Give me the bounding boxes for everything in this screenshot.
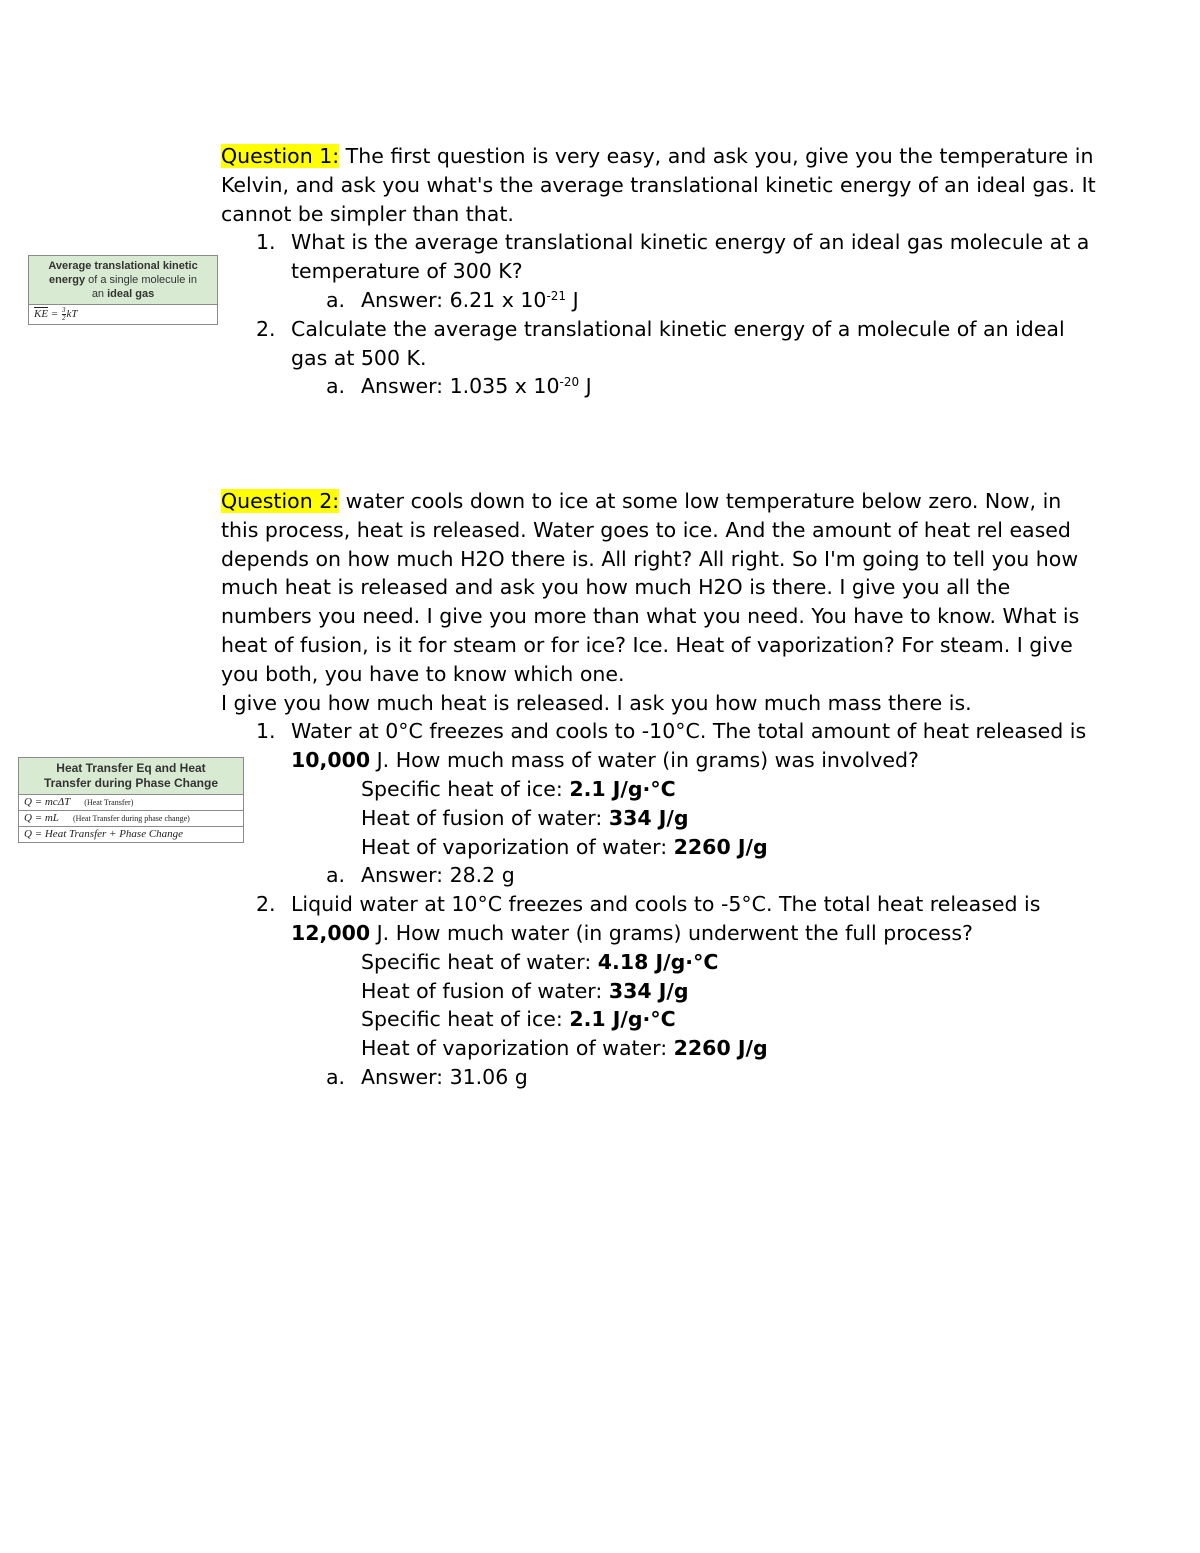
heat-card-row	[19, 826, 243, 842]
given-value	[221, 833, 1081, 862]
list-number: 1.	[256, 230, 276, 255]
heat-transfer-formula-card	[18, 757, 244, 843]
kinetic-card-title-rest: of a single molecule in	[85, 274, 197, 286]
heat-card-title-line2: Transfer during Phase Change	[43, 776, 219, 790]
item-text: Water at 0°C freezes and cools to -10°C. The total amount of heat released is	[291, 719, 1087, 744]
answer-marker: a.	[326, 374, 346, 399]
item-text: Liquid water at 10°C freezes and cools to -5°C. The total heat released is	[291, 892, 1041, 917]
kinetic-energy-formula-card	[28, 255, 218, 325]
item-text-continued	[221, 746, 1081, 775]
kinetic-formula-fraction	[62, 307, 66, 322]
question-1-intro-text: The first question is very easy, and ask you, give you the temperature in	[339, 144, 1094, 168]
item-text-continued: temperature of 300 K?	[291, 259, 523, 284]
question-1-intro-line: Kelvin, and ask you what's the average translational kinetic energy of an ideal gas. It	[221, 172, 1096, 197]
question-2-intro-line	[221, 487, 1081, 516]
item-text-continued	[221, 919, 1081, 948]
heat-formula-note: (Heat Transfer during phase change)	[72, 814, 190, 823]
question-2-label: Question 2:	[221, 489, 340, 513]
kinetic-card-formula	[29, 305, 217, 324]
answer-text: Answer: 28.2 g	[361, 863, 515, 888]
answer-exponent: -21	[546, 288, 567, 303]
given-value	[221, 977, 1081, 1006]
given-label: Specific heat of ice:	[361, 776, 570, 801]
question-2-intro-text: water cools down to ice at some low temperature below zero. Now, in	[339, 489, 1062, 513]
list-number: 2.	[256, 892, 276, 917]
kinetic-frac-den: 2	[62, 313, 66, 322]
kinetic-formula-mid: =	[48, 308, 61, 320]
question-2-intro-line: numbers you need. I give you more than what you need. You have to know. What is	[221, 604, 1080, 629]
given-label: Heat of fusion of water:	[361, 805, 609, 830]
heat-formula: Q = mcΔT	[24, 796, 71, 808]
given-label: Specific heat of water:	[361, 949, 598, 974]
given-value	[221, 948, 1081, 977]
kinetic-frac-num: 3	[62, 305, 66, 314]
kinetic-card-title-bold-1: Average translational kinetic	[48, 260, 198, 272]
answer-exponent: -20	[559, 375, 580, 390]
list-item	[221, 315, 1081, 344]
given-amount: 334 J/g	[608, 978, 689, 1003]
given-label: Heat of fusion of water:	[361, 978, 609, 1003]
question-1-intro-line: cannot be simpler than that.	[221, 201, 514, 226]
heat-amount: 12,000	[291, 920, 371, 945]
question-2-section	[221, 487, 1087, 1092]
question-1-section	[221, 142, 1096, 401]
answer-line	[221, 372, 1081, 401]
question-2-intro-line: you both, you have to know which one.	[221, 661, 625, 686]
question-2-intro-line: much heat is released and ask you how much H2O is there. I give you all the	[221, 575, 1011, 600]
kinetic-formula-rhs: kT	[66, 308, 78, 320]
given-value	[221, 775, 1081, 804]
heat-formula: Q = mL	[24, 812, 59, 824]
item-text: Calculate the average translational kinetic energy of a molecule of an ideal	[291, 316, 1065, 341]
question-2-intro-line: this process, heat is released. Water goes to ice. And the amount of heat rel eased	[221, 517, 1071, 542]
list-number: 1.	[256, 719, 276, 744]
question-2-intro-line: heat of fusion, is it for steam or for ice? Ice. Heat of vaporization? For steam. I give	[221, 632, 1073, 657]
given-label: Specific heat of ice:	[361, 1007, 570, 1032]
given-value	[221, 1034, 1081, 1063]
heat-formula: Q = Heat Transfer + Phase Change	[24, 828, 184, 840]
given-amount: 2260 J/g	[673, 1036, 768, 1061]
question-2-intro-line: I give you how much heat is released. I ask you how much mass there is.	[221, 690, 972, 715]
kinetic-card-title	[29, 256, 217, 305]
answer-prefix: Answer: 1.035 x 10	[361, 374, 560, 399]
heat-card-row	[19, 795, 243, 810]
list-number: 2.	[256, 316, 276, 341]
item-text-continued: gas at 500 K.	[291, 345, 427, 370]
list-item	[221, 717, 1087, 746]
answer-prefix: Answer: 6.21 x 10	[361, 287, 547, 312]
question-2-intro-line: depends on how much H2O there is. All right? All right. So I'm going to tell you how	[221, 546, 1079, 571]
kinetic-card-title-bold-3: ideal gas	[107, 288, 155, 300]
given-amount: 4.18 J/g·°C	[597, 949, 719, 974]
answer-marker: a.	[326, 1064, 346, 1089]
item-text-rest: J. How much water (in grams) underwent the full process?	[370, 920, 973, 945]
answer-text: Answer: 31.06 g	[361, 1064, 528, 1089]
given-amount: 2.1 J/g·°C	[569, 1007, 676, 1032]
given-value	[221, 804, 1081, 833]
heat-card-row	[19, 810, 243, 826]
given-value	[221, 1005, 1081, 1034]
answer-unit: J	[566, 287, 579, 312]
answer-line	[221, 1063, 1081, 1092]
heat-amount: 10,000	[291, 748, 371, 773]
kinetic-formula-lhs: $\overline{KE}$	[34, 308, 49, 320]
given-label: Heat of vaporization of water:	[361, 1036, 674, 1061]
item-text-rest: J. How much mass of water (in grams) was involved?	[370, 748, 919, 773]
heat-formula-note: (Heat Transfer)	[84, 798, 134, 807]
given-amount: 2.1 J/g·°C	[569, 776, 676, 801]
kinetic-card-title-bold-2: energy	[49, 274, 86, 286]
answer-line	[221, 286, 1081, 315]
answer-marker: a.	[326, 287, 346, 312]
answer-marker: a.	[326, 863, 346, 888]
list-item	[221, 228, 1090, 257]
question-1-label: Question 1:	[221, 144, 340, 168]
item-text: What is the average translational kinetic energy of an ideal gas molecule at a	[291, 230, 1090, 255]
answer-line	[221, 861, 1081, 890]
list-item	[221, 890, 1081, 919]
heat-card-title-line1: Heat Transfer Eq and Heat	[56, 761, 206, 775]
given-amount: 334 J/g	[608, 805, 689, 830]
question-1-intro-line	[221, 142, 1094, 171]
heat-card-title	[19, 758, 243, 795]
kinetic-card-title-pre: an	[91, 288, 108, 300]
answer-unit: J	[579, 374, 592, 399]
given-label: Heat of vaporization of water:	[361, 834, 674, 859]
given-amount: 2260 J/g	[673, 834, 768, 859]
